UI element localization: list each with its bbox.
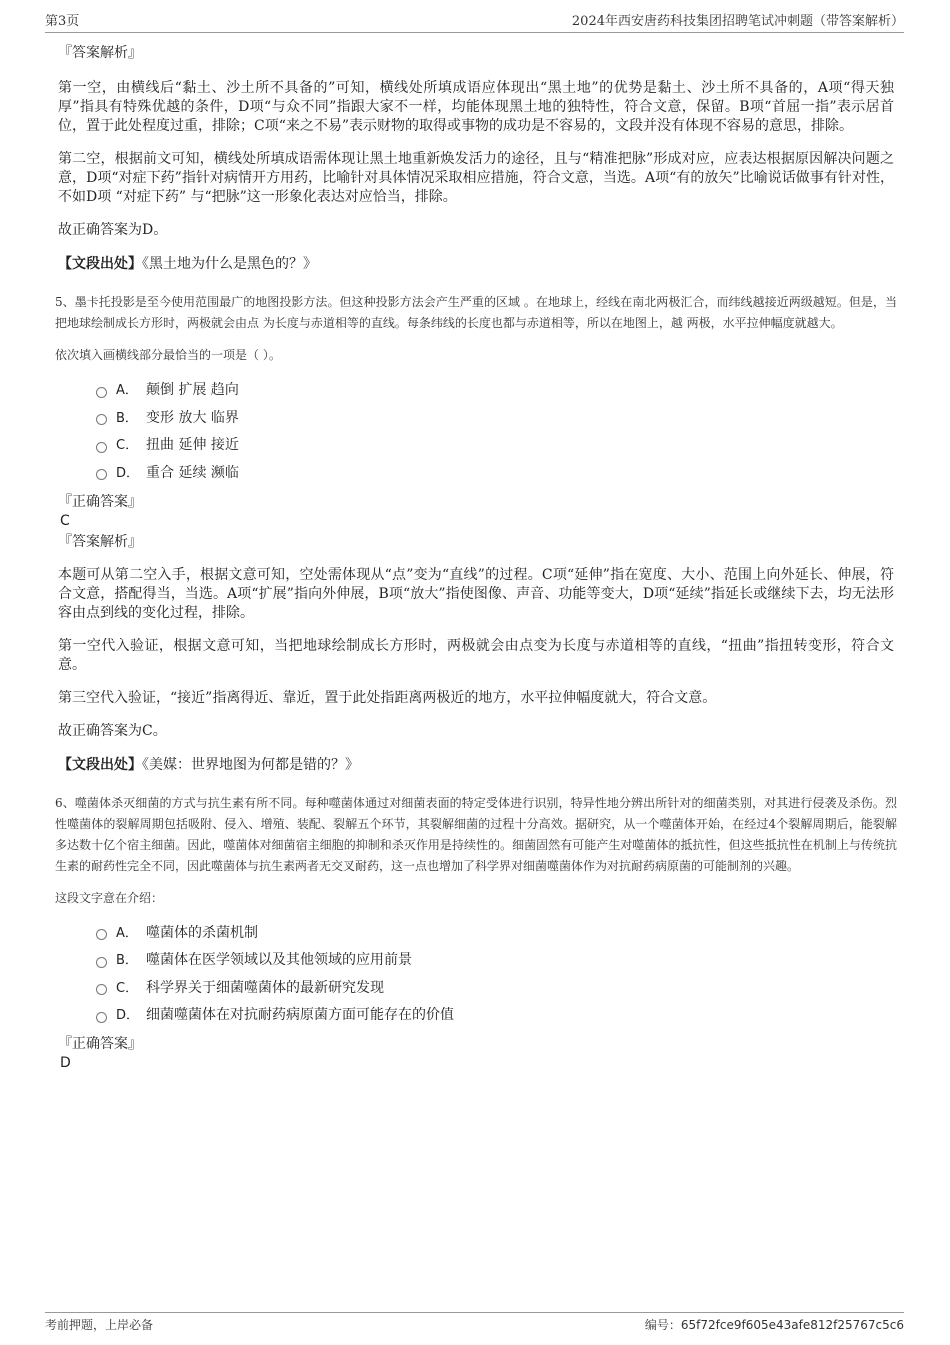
radio-icon[interactable] xyxy=(96,957,107,968)
page-content xyxy=(55,44,897,1075)
analysis-heading: 『答案解析』 xyxy=(58,45,142,61)
radio-icon[interactable] xyxy=(96,414,107,425)
source-label: 【文段出处】 xyxy=(58,756,142,773)
option-text: 噬菌体的杀菌机制 xyxy=(146,924,258,941)
source-title: 《黑土地为什么是黑色的？》 xyxy=(142,256,317,272)
correct-answer-label: 『正确答案』 xyxy=(58,1036,142,1052)
option-letter: C． xyxy=(116,980,139,996)
page-footer xyxy=(45,1312,904,1335)
question-6-option-b[interactable] xyxy=(96,951,894,970)
analysis-heading: 『答案解析』 xyxy=(58,533,142,550)
question-6-option-d[interactable] xyxy=(96,1006,894,1025)
option-text: 颠倒 扩展 趋向 xyxy=(146,382,239,398)
footer-slogan: 考前押题，上岸必备 xyxy=(45,1318,154,1332)
radio-icon[interactable] xyxy=(96,387,107,398)
question-5-option-a[interactable] xyxy=(96,381,894,400)
question-5-text: 5、墨卡托投影是至今使用范围最广的地图投影方法。但这种投影方法会产生严重的区域 。在地球上，经线在南北两极汇合，而纬线越接近两级越短。但是，当把地球绘制成长方形时，两极就会由点 为长度与赤道相等的直线。每条纬线的长度也都与赤道相等，所以在地图上，越 两极，水平拉伸幅度就越大。 xyxy=(55,295,897,330)
analysis-paragraph: 本题可从第二空入手，根据文意可知，空处需体现从“点”变为“直线”的过程。C项“延伸”指在宽度、大小、范围上向外延长、伸展，符合文意，搭配得当，当选。A项“扩展”指向外伸展，B项“放大”指使图像、声音、功能等变大，D项“延续”指延长或继续下去，均无法形容由点到线的变化过程，排除。 xyxy=(58,566,894,621)
analysis-paragraph: 第一空，由横线后“黏土、沙土所不具备的”可知，横线处所填成语应体现出“黑土地”的优势是黏土、沙土所不具备的，A项“得天独厚”指具有特殊优越的条件，D项“与众不同”指跟大家不一样，均能体现黑土地的独特性，符合文意，保留。B项“首屈一指”表示居首位，置于此处程度过重，排除；C项“来之不易”表示财物的取得或事物的成功是不容易的，文段并没有体现不容易的意思，排除。 xyxy=(58,80,894,134)
option-letter: D． xyxy=(116,1008,140,1023)
question-5-prompt: 依次填入画横线部分最恰当的一项是（ ）。 xyxy=(55,348,281,362)
correct-answer-label: 『正确答案』 xyxy=(58,493,142,510)
option-text: 扭曲 延伸 接近 xyxy=(146,437,239,453)
question-5-options xyxy=(96,381,894,483)
option-letter: C． xyxy=(116,438,139,453)
radio-icon[interactable] xyxy=(96,442,107,453)
question-6-option-c[interactable] xyxy=(96,979,894,998)
question-5-option-d[interactable] xyxy=(96,464,894,483)
question-6-text: 6、噬菌体杀灭细菌的方式与抗生素有所不同。每种噬菌体通过对细菌表面的特定受体进行识别，特异性地分辨出所针对的细菌类别，对其进行侵袭及杀伤。烈性噬菌体的裂解周期包括吸附、侵入、增殖、装配、裂解五个环节，其裂解细菌的过程十分高效。据研究，从一个噬菌体开始，在经过4个裂解周期后，能裂解多达数十亿个宿主细菌。因此，噬菌体对细菌宿主细胞的抑制和杀灭作用是持续性的。细菌固然有可能产生对噬菌体的抵抗性，但这些抵抗性在机制上与传统抗生素的耐药性完全不同，因此噬菌体与抗生素两者无交叉耐药，这一点也增加了科学界对细菌噬菌体作为对抗耐药病原菌的可能制剂的兴趣。 xyxy=(55,795,897,873)
option-letter: A． xyxy=(116,925,138,941)
question-6-prompt: 这段文字意在介绍： xyxy=(55,890,164,905)
option-letter: A． xyxy=(116,383,138,398)
analysis-conclusion: 故正确答案为D。 xyxy=(58,222,168,238)
analysis-conclusion: 故正确答案为C。 xyxy=(58,722,167,739)
question-6-options xyxy=(96,924,894,1026)
analysis-paragraph: 第一空代入验证，根据文意可知，当把地球绘制成长方形时，两极就会由点变为长度与赤道相等的直线，“扭曲”指扭转变形，符合文意。 xyxy=(58,637,894,673)
radio-icon[interactable] xyxy=(96,1012,107,1023)
document-title: 2024年西安唐药科技集团招聘笔试冲刺题（带答案解析） xyxy=(571,14,904,29)
option-text: 细菌噬菌体在对抗耐药病原菌方面可能存在的价值 xyxy=(146,1007,454,1023)
question-5-option-b[interactable] xyxy=(96,409,894,428)
option-text: 科学界关于细菌噬菌体的最新研究发现 xyxy=(146,979,384,996)
question-5-option-c[interactable] xyxy=(96,436,894,455)
source-line xyxy=(58,755,894,775)
document-serial: 编号：65f72fce9f605e43afe812f25767c5c6 xyxy=(644,1318,904,1332)
correct-answer-value: D xyxy=(60,1055,71,1071)
radio-icon[interactable] xyxy=(96,984,107,995)
analysis-paragraph: 第三空代入验证，“接近”指离得近、靠近，置于此处指距离两极近的地方，水平拉伸幅度就大，符合文意。 xyxy=(58,689,717,706)
option-text: 变形 放大 临界 xyxy=(146,409,239,426)
option-letter: D． xyxy=(116,465,140,481)
option-letter: B． xyxy=(116,410,138,426)
analysis-paragraph: 第二空，根据前文可知，横线处所填成语需体现让黑土地重新焕发活力的途径，且与“精准把脉”形成对应，应表达根据原因解决问题之意，D项“对症下药”指针对病情开方用药，比喻针对具体情况采取相应措施，符合文意，当选。A项“有的放矢”比喻说话做事有针对性，不如D项 “对症下药” 与“把脉”这一形象化表达对应恰当，排除。 xyxy=(58,151,894,205)
source-label: 【文段出处】 xyxy=(58,256,142,272)
page-number: 第3页 xyxy=(45,14,80,29)
radio-icon[interactable] xyxy=(96,469,107,480)
option-letter: B． xyxy=(116,953,138,968)
option-text: 重合 延续 濒临 xyxy=(146,464,239,481)
correct-answer-value: C xyxy=(60,512,70,529)
option-text: 噬菌体在医学领域以及其他领域的应用前景 xyxy=(146,952,412,968)
source-line xyxy=(58,254,894,274)
page-header xyxy=(45,12,904,33)
question-6-option-a[interactable] xyxy=(96,924,894,943)
source-title: 《美媒：世界地图为何都是错的？》 xyxy=(142,756,359,773)
radio-icon[interactable] xyxy=(96,929,107,940)
